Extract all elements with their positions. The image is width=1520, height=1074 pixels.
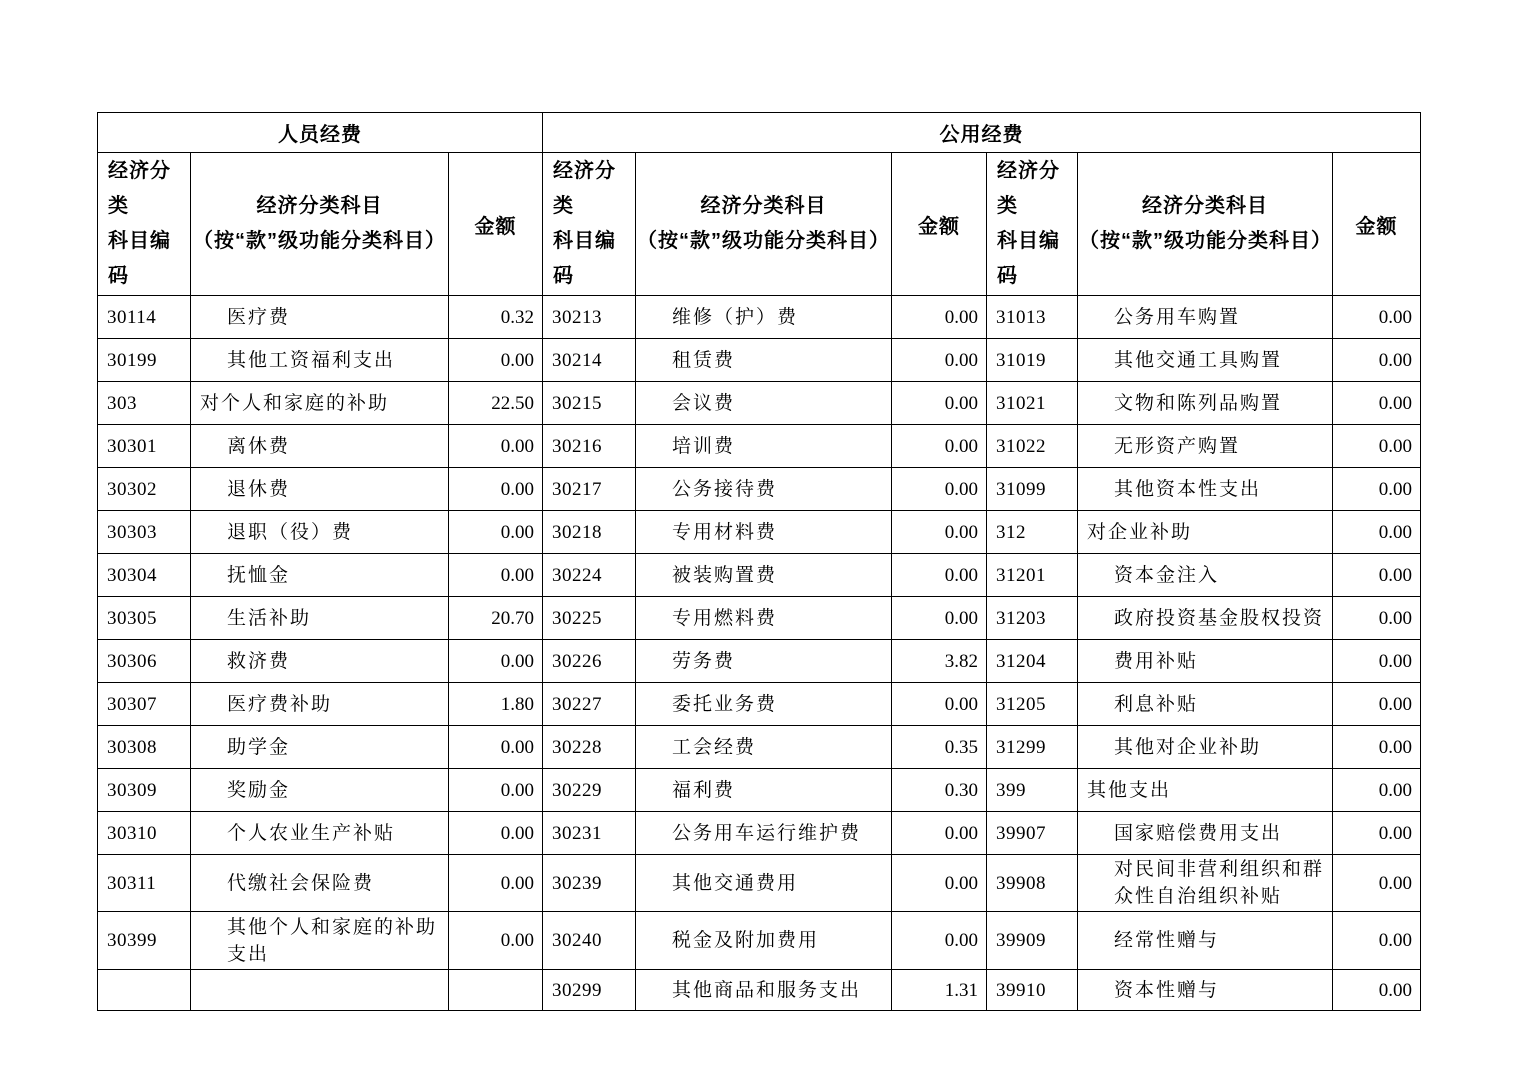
cell-code: 30217: [543, 468, 636, 511]
cell-code: 30224: [543, 554, 636, 597]
cell-subject: 福利费: [636, 769, 892, 812]
col-header-amount-3: 金额: [1333, 153, 1421, 296]
table-row: [98, 683, 1421, 726]
cell-code: 30307: [98, 683, 191, 726]
table-row: [98, 769, 1421, 812]
table-header: [98, 113, 1421, 296]
cell-amount: 0.30: [892, 769, 987, 812]
cell-subject: 其他对企业补助: [1078, 726, 1333, 769]
cell-code: [98, 970, 191, 1011]
table-row: [98, 912, 1421, 970]
cell-subject: 其他交通工具购置: [1078, 339, 1333, 382]
table-row: [98, 468, 1421, 511]
cell-amount: 0.00: [1333, 468, 1421, 511]
cell-amount: 0.00: [892, 855, 987, 912]
cell-subject: 代缴社会保险费: [191, 855, 449, 912]
cell-amount: 0.00: [449, 640, 543, 683]
cell-amount: 0.00: [449, 511, 543, 554]
cell-amount: 0.00: [1333, 382, 1421, 425]
cell-subject: 国家赔偿费用支出: [1078, 812, 1333, 855]
cell-subject: 培训费: [636, 425, 892, 468]
cell-subject: 抚恤金: [191, 554, 449, 597]
cell-amount: 0.00: [449, 912, 543, 970]
cell-amount: 0.00: [1333, 970, 1421, 1011]
cell-amount: 0.00: [449, 812, 543, 855]
cell-amount: 0.00: [449, 468, 543, 511]
cell-code: 312: [987, 511, 1078, 554]
table-row: [98, 855, 1421, 912]
cell-subject: 被装购置费: [636, 554, 892, 597]
budget-table: [97, 112, 1421, 1011]
cell-subject: 专用燃料费: [636, 597, 892, 640]
cell-code: 399: [987, 769, 1078, 812]
cell-subject: 离休费: [191, 425, 449, 468]
cell-subject: 其他资本性支出: [1078, 468, 1333, 511]
cell-amount: 0.00: [1333, 912, 1421, 970]
cell-subject: 奖励金: [191, 769, 449, 812]
col-header-code-1: [98, 153, 191, 296]
cell-code: 30239: [543, 855, 636, 912]
cell-amount: 1.80: [449, 683, 543, 726]
cell-subject: 其他工资福利支出: [191, 339, 449, 382]
col-header-subject-line1: 经济分类科目: [1142, 195, 1268, 217]
cell-code: 30228: [543, 726, 636, 769]
table-row: [98, 554, 1421, 597]
cell-subject: 租赁费: [636, 339, 892, 382]
cell-amount: 0.00: [1333, 855, 1421, 912]
cell-amount: 0.00: [1333, 683, 1421, 726]
table-row: [98, 382, 1421, 425]
col-header-code-2: [543, 153, 636, 296]
cell-amount: 1.31: [892, 970, 987, 1011]
cell-code: 31013: [987, 296, 1078, 339]
col-header-code-line2: 科目编码: [553, 230, 616, 287]
cell-amount: 0.00: [892, 339, 987, 382]
cell-subject: 退职（役）费: [191, 511, 449, 554]
table-row: [98, 339, 1421, 382]
col-header-subject-line2: （按“款”级功能分类科目）: [193, 230, 446, 252]
cell-subject: 其他商品和服务支出: [636, 970, 892, 1011]
col-header-amount-2: 金额: [892, 153, 987, 296]
cell-amount: 0.00: [892, 597, 987, 640]
cell-code: 31022: [987, 425, 1078, 468]
cell-subject: 文物和陈列品购置: [1078, 382, 1333, 425]
cell-code: 30309: [98, 769, 191, 812]
cell-amount: 0.00: [1333, 425, 1421, 468]
cell-code: 30311: [98, 855, 191, 912]
table-row: [98, 812, 1421, 855]
cell-amount: 0.00: [892, 554, 987, 597]
col-header-code-line1: 经济分类: [553, 160, 616, 217]
cell-amount: 0.00: [449, 554, 543, 597]
cell-code: 39910: [987, 970, 1078, 1011]
cell-subject: 工会经费: [636, 726, 892, 769]
col-header-subject-3: [1078, 153, 1333, 296]
cell-subject: 个人农业生产补贴: [191, 812, 449, 855]
cell-subject: 救济费: [191, 640, 449, 683]
table-row: [98, 296, 1421, 339]
cell-code: 30308: [98, 726, 191, 769]
cell-subject: 医疗费: [191, 296, 449, 339]
cell-subject: 其他个人和家庭的补助支出: [191, 912, 449, 970]
cell-amount: 0.00: [1333, 339, 1421, 382]
cell-code: 31021: [987, 382, 1078, 425]
cell-amount: 0.00: [1333, 597, 1421, 640]
cell-code: 30226: [543, 640, 636, 683]
cell-subject: 公务用车购置: [1078, 296, 1333, 339]
col-header-subject-line1: 经济分类科目: [256, 195, 383, 217]
cell-amount: 0.00: [1333, 511, 1421, 554]
group-header-public: 公用经费: [543, 113, 1421, 153]
cell-code: 30305: [98, 597, 191, 640]
cell-amount: 0.00: [1333, 296, 1421, 339]
cell-subject: 对企业补助: [1078, 511, 1333, 554]
cell-code: 30303: [98, 511, 191, 554]
cell-subject: 生活补助: [191, 597, 449, 640]
cell-amount: 0.00: [1333, 812, 1421, 855]
cell-code: 30216: [543, 425, 636, 468]
cell-subject: 费用补贴: [1078, 640, 1333, 683]
cell-amount: 0.00: [892, 468, 987, 511]
cell-code: 30301: [98, 425, 191, 468]
table-row: [98, 597, 1421, 640]
cell-code: 31201: [987, 554, 1078, 597]
cell-code: 39909: [987, 912, 1078, 970]
cell-subject: 资本性赠与: [1078, 970, 1333, 1011]
table-row: [98, 640, 1421, 683]
cell-subject: 委托业务费: [636, 683, 892, 726]
cell-amount: 0.00: [1333, 640, 1421, 683]
cell-amount: [449, 970, 543, 1011]
cell-code: 30231: [543, 812, 636, 855]
group-header-row: [98, 113, 1421, 153]
cell-code: 30240: [543, 912, 636, 970]
cell-subject: 税金及附加费用: [636, 912, 892, 970]
cell-amount: 0.32: [449, 296, 543, 339]
cell-code: 30304: [98, 554, 191, 597]
cell-code: 30213: [543, 296, 636, 339]
cell-code: 31203: [987, 597, 1078, 640]
cell-subject: 利息补贴: [1078, 683, 1333, 726]
table-row: [98, 726, 1421, 769]
cell-subject: 维修（护）费: [636, 296, 892, 339]
cell-subject: 其他交通费用: [636, 855, 892, 912]
cell-code: 303: [98, 382, 191, 425]
cell-amount: 0.00: [892, 683, 987, 726]
cell-code: 30306: [98, 640, 191, 683]
cell-code: 31204: [987, 640, 1078, 683]
cell-subject: 对民间非营利组织和群众性自治组织补贴: [1078, 855, 1333, 912]
cell-subject: 公务用车运行维护费: [636, 812, 892, 855]
table-row: [98, 511, 1421, 554]
cell-subject: 助学金: [191, 726, 449, 769]
cell-amount: 0.00: [449, 769, 543, 812]
cell-subject: 公务接待费: [636, 468, 892, 511]
cell-code: 39907: [987, 812, 1078, 855]
cell-subject: 对个人和家庭的补助: [191, 382, 449, 425]
cell-code: 31019: [987, 339, 1078, 382]
col-header-subject-1: [191, 153, 449, 296]
cell-amount: 0.00: [892, 425, 987, 468]
cell-amount: 0.00: [449, 339, 543, 382]
cell-code: 30302: [98, 468, 191, 511]
col-header-subject-line1: 经济分类科目: [700, 195, 827, 217]
cell-code: 30225: [543, 597, 636, 640]
cell-amount: 0.00: [892, 812, 987, 855]
cell-code: 39908: [987, 855, 1078, 912]
col-header-code-line1: 经济分类: [997, 160, 1060, 217]
cell-amount: 0.00: [892, 382, 987, 425]
col-header-subject-line2: （按“款”级功能分类科目）: [1079, 230, 1332, 252]
cell-amount: 20.70: [449, 597, 543, 640]
cell-amount: 0.00: [449, 425, 543, 468]
cell-subject: 无形资产购置: [1078, 425, 1333, 468]
table-body: [98, 296, 1421, 1011]
cell-subject: [191, 970, 449, 1011]
cell-amount: 3.82: [892, 640, 987, 683]
cell-code: 30399: [98, 912, 191, 970]
cell-code: 30199: [98, 339, 191, 382]
cell-amount: 0.00: [892, 296, 987, 339]
cell-amount: 0.00: [892, 912, 987, 970]
cell-code: 30227: [543, 683, 636, 726]
cell-amount: 0.00: [1333, 769, 1421, 812]
col-header-code-line2: 科目编码: [108, 230, 171, 287]
cell-code: 30299: [543, 970, 636, 1011]
cell-subject: 退休费: [191, 468, 449, 511]
cell-subject: 会议费: [636, 382, 892, 425]
cell-code: 30215: [543, 382, 636, 425]
cell-subject: 劳务费: [636, 640, 892, 683]
cell-subject: 资本金注入: [1078, 554, 1333, 597]
cell-code: 30310: [98, 812, 191, 855]
cell-code: 30229: [543, 769, 636, 812]
cell-code: 31099: [987, 468, 1078, 511]
cell-subject: 其他支出: [1078, 769, 1333, 812]
table-row: [98, 425, 1421, 468]
cell-amount: 0.00: [892, 511, 987, 554]
cell-subject: 政府投资基金股权投资: [1078, 597, 1333, 640]
cell-amount: 0.00: [1333, 726, 1421, 769]
group-header-personnel: 人员经费: [98, 113, 543, 153]
col-header-code-line1: 经济分类: [108, 160, 171, 217]
cell-code: 30114: [98, 296, 191, 339]
cell-amount: 0.00: [1333, 554, 1421, 597]
cell-subject: 医疗费补助: [191, 683, 449, 726]
col-header-code-line2: 科目编码: [997, 230, 1060, 287]
cell-code: 31299: [987, 726, 1078, 769]
column-header-row: [98, 153, 1421, 296]
cell-amount: 0.00: [449, 855, 543, 912]
cell-amount: 0.35: [892, 726, 987, 769]
col-header-code-3: [987, 153, 1078, 296]
cell-code: 30214: [543, 339, 636, 382]
cell-subject: 经常性赠与: [1078, 912, 1333, 970]
cell-subject: 专用材料费: [636, 511, 892, 554]
col-header-amount-1: 金额: [449, 153, 543, 296]
cell-code: 31205: [987, 683, 1078, 726]
cell-amount: 22.50: [449, 382, 543, 425]
col-header-subject-line2: （按“款”级功能分类科目）: [637, 230, 890, 252]
cell-code: 30218: [543, 511, 636, 554]
table-row: [98, 970, 1421, 1011]
col-header-subject-2: [636, 153, 892, 296]
cell-amount: 0.00: [449, 726, 543, 769]
